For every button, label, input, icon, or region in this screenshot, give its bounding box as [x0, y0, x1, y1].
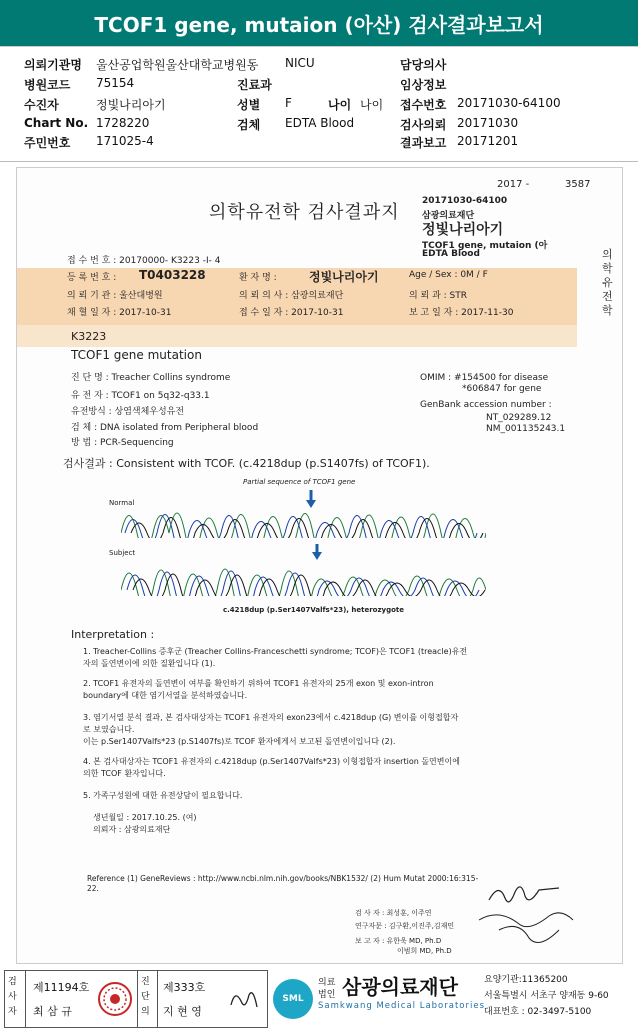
divider — [25, 971, 26, 1027]
requester: 의뢰자 : 삼광의료재단 — [93, 825, 171, 834]
genbank-label: GenBank accession number : — [420, 400, 552, 410]
age-value: 나이 — [360, 98, 384, 112]
sequence-title: Partial sequence of TCOF1 gene — [243, 478, 356, 486]
divider — [137, 971, 138, 1027]
interp-2b: boundary에 대한 염기서열을 분석하였습니다. — [83, 691, 248, 700]
sex-value: F — [285, 96, 292, 110]
sign-examiner: 검 사 자 : 최성훈, 이주연 — [355, 909, 432, 917]
id-value: 171025-4 — [96, 134, 154, 148]
label-specimen: EDTA Blood — [422, 249, 480, 259]
examiner-license: 제11194호 — [33, 981, 90, 994]
doctor-name: 지 현 영 — [163, 1005, 202, 1018]
sign-reporter-2: 이범희 MD, Ph.D — [397, 947, 452, 955]
label-org: 삼광의료재단 — [422, 211, 475, 221]
interp-2a: 2. TCOF1 유전자의 돌연변이 여부를 확인하기 위하여 TCOF1 유전자의 25개 exon 및 exon-intron — [83, 679, 434, 688]
age-sex: Age / Sex : 0M / F — [409, 270, 488, 280]
sign-reporter: 보 고 자 : 유한욱 MD, Ph.D — [355, 937, 442, 945]
omim-gene: *606847 for gene — [462, 384, 542, 394]
attending-label: 담당의사 — [400, 58, 447, 72]
gene-locus: 유 전 자 : TCOF1 on 5q32-q33.1 — [71, 391, 210, 401]
org-name-en: Samkwang Medical Laboratories — [318, 1001, 486, 1011]
corp-label-1: 의료 — [318, 978, 336, 988]
label-test: TCOF1 gene, mutaion (아 — [422, 241, 548, 251]
side-text: 의학유전학 — [602, 248, 613, 317]
genbank-nm: NM_001135243.1 — [486, 424, 566, 434]
top-number: 3587 — [565, 179, 591, 190]
specimen-value: EDTA Blood — [285, 116, 355, 130]
interp-3c: 이는 p.Ser1407Valfs*23 (p.S1407fs)로 TCOF 환자에게서 보고된 돌연변이입니다 (2). — [83, 737, 396, 746]
sml-text: SML — [282, 994, 304, 1004]
receive-date: 접 수 일 자 : 2017-10-31 — [239, 308, 344, 318]
reference-2: 22. — [87, 884, 99, 893]
divider — [157, 971, 158, 1027]
hospital-code-label: 병원코드 — [24, 78, 71, 92]
address: 서울특별시 서초구 양재동 9-60 — [484, 991, 609, 1001]
sequence-caption: c.4218dup (p.Ser1407Valfs*23), heterozygote — [223, 606, 405, 614]
request-doctor: 의 뢰 의 사 : 삼광의료재단 — [239, 291, 344, 301]
genbank-nt: NT_029289.12 — [486, 413, 552, 423]
interp-1b: 자의 돌연변이에 의한 질환입니다 (1). — [83, 659, 216, 668]
scanned-report — [16, 167, 623, 964]
interp-1a: 1. Treacher-Collins 증후군 (Treacher Collins-Franceschetti syndrome; TCOF)은 TCOF1 (treacle)유전 — [83, 647, 468, 656]
sign-advisor: 연구자문 : 김구환,이진주,김재민 — [355, 922, 455, 930]
interp-5: 5. 가족구성원에 대한 유전상담이 필요합니다. — [83, 791, 243, 800]
institution-label: 의뢰기관명 — [24, 58, 82, 72]
handwritten-signature — [469, 880, 579, 952]
header-divider — [0, 161, 638, 162]
reg-label: 등 록 번 호 : — [67, 273, 117, 283]
top-year: 2017 - — [497, 179, 530, 190]
report-title: TCOF1 gene, mutaion (아산) 검사결과보고서 — [0, 0, 638, 47]
doctor-vertical: 진단의 — [141, 977, 150, 1017]
request-date-value: 20171030 — [457, 116, 519, 130]
care-number: 요양기관:11365200 — [484, 975, 568, 985]
corp-label-2: 법인 — [318, 990, 336, 1000]
patient-label: 수진자 — [24, 98, 59, 112]
reference: Reference (1) GeneReviews : http://www.ncbi.nlm.nih.gov/books/NBK1532/ (2) Hum Mutat 2000:16:315- — [87, 874, 479, 883]
method: 방 법 : PCR-Sequencing — [71, 438, 174, 448]
examiner-seal — [97, 981, 133, 1017]
institution-extra: NICU — [285, 56, 315, 70]
subject-label: Subject — [109, 549, 136, 557]
chart-value: 1728220 — [96, 116, 150, 130]
sex-label: 성별 — [237, 98, 261, 112]
label-receipt: 20171030-64100 — [422, 196, 508, 206]
patient-name-value: 정빛나리아기 — [309, 270, 379, 284]
report-date-label: 결과보고 — [400, 136, 447, 150]
specimen-type: 검 체 : DNA isolated from Peripheral blood — [71, 423, 259, 433]
interp-3b: 로 보였습니다. — [83, 725, 135, 734]
omim-disease: OMIM : #154500 for disease — [420, 373, 549, 383]
footer — [0, 965, 638, 1034]
patient-name-label: 환 자 명 : — [239, 273, 277, 283]
request-ward: 의 뢰 과 : STR — [409, 291, 468, 301]
institution-value: 울산공업학원울산대학교병원동 — [96, 58, 259, 72]
interp-3a: 3. 염기서열 분석 결과, 본 검사대상자는 TCOF1 유전자의 exon23에서 c.4218dup (G) 변이를 이형접합자 — [83, 713, 459, 722]
chromatogram-normal — [121, 488, 486, 538]
interpretation-title: Interpretation : — [71, 628, 155, 641]
receipt-no-value: 20171030-64100 — [457, 96, 561, 110]
department-label: 진료과 — [237, 78, 272, 92]
chromatogram-subject — [121, 538, 486, 596]
doc-title: 의학유전학 검사결과지 — [209, 202, 400, 223]
report-header — [0, 50, 638, 160]
diagnosis: 진 단 명 : Treacher Collins syndrome — [71, 373, 231, 383]
phone: 대표번호 : 02-3497-5100 — [484, 1007, 592, 1017]
birth-date: 생년월일 : 2017.10.25. (여) — [93, 813, 197, 822]
doctor-signature — [227, 985, 261, 1015]
accession-no: 접 수 번 호 : 20170000- K3223 -I- 4 — [67, 256, 221, 266]
age-label: 나이 — [328, 98, 352, 112]
hospital-code-value: 75154 — [96, 76, 135, 90]
doctor-license: 제333호 — [163, 981, 206, 994]
scan-report-date: 보 고 일 자 : 2017-11-30 — [409, 308, 514, 318]
normal-label: Normal — [109, 499, 135, 507]
interp-4b: 의한 TCOF 환자입니다. — [83, 769, 166, 778]
examiner-name: 최 삼 규 — [33, 1005, 72, 1018]
receipt-no-label: 접수번호 — [400, 98, 447, 112]
id-label: 주민번호 — [24, 136, 71, 150]
report-date-value: 20171201 — [457, 134, 519, 148]
request-date-label: 검사의뢰 — [400, 118, 447, 132]
draw-date: 채 혈 일 자 : 2017-10-31 — [67, 308, 172, 318]
test-result: 검사결과 : Consistent with TCOF. (c.4218dup (p.S1407fs) of TCOF1). — [63, 457, 430, 470]
inheritance: 유전방식 : 상염색체우성유전 — [71, 407, 185, 417]
chart-label: Chart No. — [24, 116, 89, 130]
reg-value: T0403228 — [139, 268, 206, 282]
request-institution: 의 뢰 기 관 : 울산대병원 — [67, 291, 163, 301]
sml-logo — [273, 979, 313, 1019]
interp-4a: 4. 본 검사대상자는 TCOF1 유전자의 c.4218dup (p.Ser1407Valfs*23) 이형접합자 insertion 돌연변이에 — [83, 757, 460, 766]
org-name: 삼광의료재단 — [342, 975, 458, 999]
clinical-info-label: 임상정보 — [400, 78, 447, 92]
patient-value: 정빛나리아기 — [96, 98, 166, 112]
test-code: K3223 — [71, 330, 107, 343]
gene-title: TCOF1 gene mutation — [71, 348, 202, 362]
label-name: 정빛나리아기 — [422, 222, 504, 238]
examiner-vertical: 검사자 — [8, 977, 17, 1017]
specimen-label: 검체 — [237, 118, 261, 132]
approval-box — [4, 970, 268, 1028]
